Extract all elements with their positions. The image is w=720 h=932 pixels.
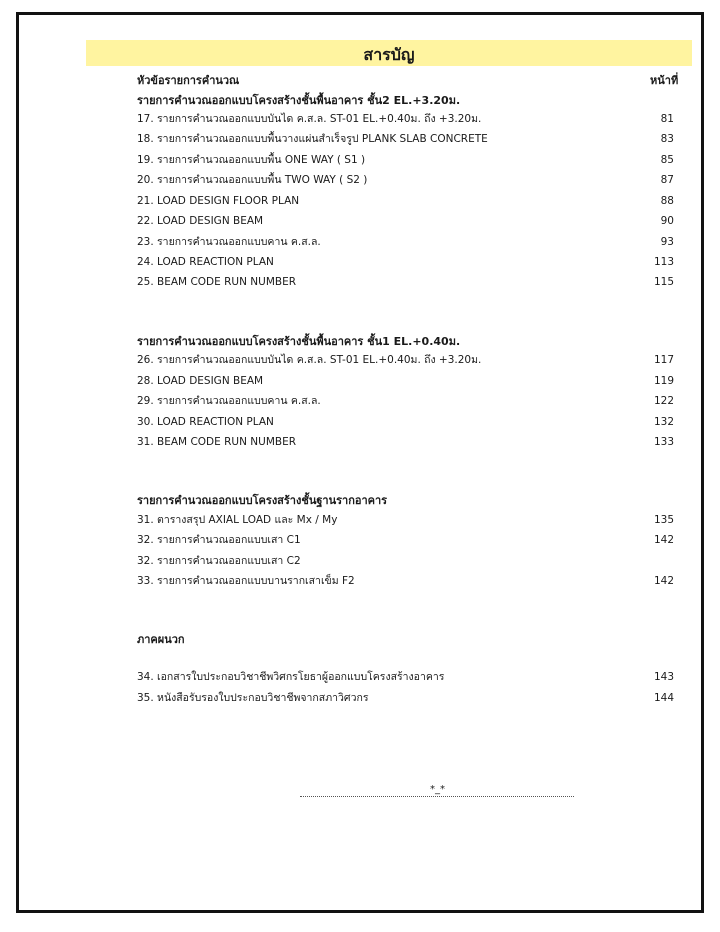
page-border bbox=[16, 12, 704, 913]
section-heading-floor1: รายการคำนวณออกแบบโครงสร้างชั้นพื้นอาคาร ชั้น1 EL.+0.40ม. bbox=[137, 335, 461, 348]
toc-item: 21. LOAD DESIGN FLOOR PLAN 88 bbox=[137, 195, 674, 207]
toc-item: 22. LOAD DESIGN BEAM 90 bbox=[137, 215, 674, 227]
toc-item: 25. BEAM CODE RUN NUMBER 115 bbox=[137, 276, 674, 288]
toc-item: 32. รายการคำนวณออกแบบเสา C1 142 bbox=[137, 534, 674, 546]
toc-item: 30. LOAD REACTION PLAN 132 bbox=[137, 416, 674, 428]
end-mark: *_* bbox=[430, 784, 445, 795]
toc-item: 19. รายการคำนวณออกแบบพื้น ONE WAY ( S1 ) 85 bbox=[137, 154, 674, 166]
toc-item: 18. รายการคำนวณออกแบบพื้นวางแผ่นสำเร็จรูป PLANK SLAB CONCRETE 83 bbox=[137, 133, 674, 145]
page-column-header: หน้าที่ bbox=[650, 74, 679, 87]
toc-item: 29. รายการคำนวณออกแบบคาน ค.ส.ล. 122 bbox=[137, 395, 674, 407]
section-heading-appendix: ภาคผนวก bbox=[137, 633, 185, 646]
page-title: สารบัญ bbox=[363, 45, 415, 64]
title-banner bbox=[86, 40, 692, 66]
section-heading-foundation: รายการคำนวณออกแบบโครงสร้างชั้นฐานรากอาคาร bbox=[137, 494, 388, 507]
toc-item: 35. หนังสือรับรองใบประกอบวิชาชีพจากสภาวิศวกร 144 bbox=[137, 692, 674, 704]
topic-column-header: หัวข้อรายการคำนวณ bbox=[137, 74, 240, 87]
toc-item: 24. LOAD REACTION PLAN 113 bbox=[137, 256, 674, 268]
toc-item: 26. รายการคำนวณออกแบบบันได ค.ส.ล. ST-01 EL.+0.40ม. ถึง +3.20ม. 117 bbox=[137, 354, 674, 366]
toc-item: 23. รายการคำนวณออกแบบคาน ค.ส.ล. 93 bbox=[137, 236, 674, 248]
toc-item: 33. รายการคำนวณออกแบบบานรากเสาเข็ม F2 142 bbox=[137, 575, 674, 587]
toc-item: 20. รายการคำนวณออกแบบพื้น TWO WAY ( S2 ) 87 bbox=[137, 174, 674, 186]
end-divider bbox=[300, 784, 574, 797]
toc-item: 17. รายการคำนวณออกแบบบันได ค.ส.ล. ST-01 EL.+0.40ม. ถึง +3.20ม. 81 bbox=[137, 113, 674, 125]
toc-item: 32. รายการคำนวณออกแบบเสา C2 bbox=[137, 555, 301, 567]
section-heading-floor2: รายการคำนวณออกแบบโครงสร้างชั้นพื้นอาคาร ชั้น2 EL.+3.20ม. bbox=[137, 94, 461, 107]
toc-item: 28. LOAD DESIGN BEAM 119 bbox=[137, 375, 674, 387]
toc-item: 31. ตารางสรุป AXIAL LOAD และ Mx / My 135 bbox=[137, 514, 674, 526]
toc-item: 34. เอกสารใบประกอบวิชาชีพวิศกรโยธาผู้ออกแบบโครงสร้างอาคาร 143 bbox=[137, 671, 674, 683]
toc-item: 31. BEAM CODE RUN NUMBER 133 bbox=[137, 436, 674, 448]
